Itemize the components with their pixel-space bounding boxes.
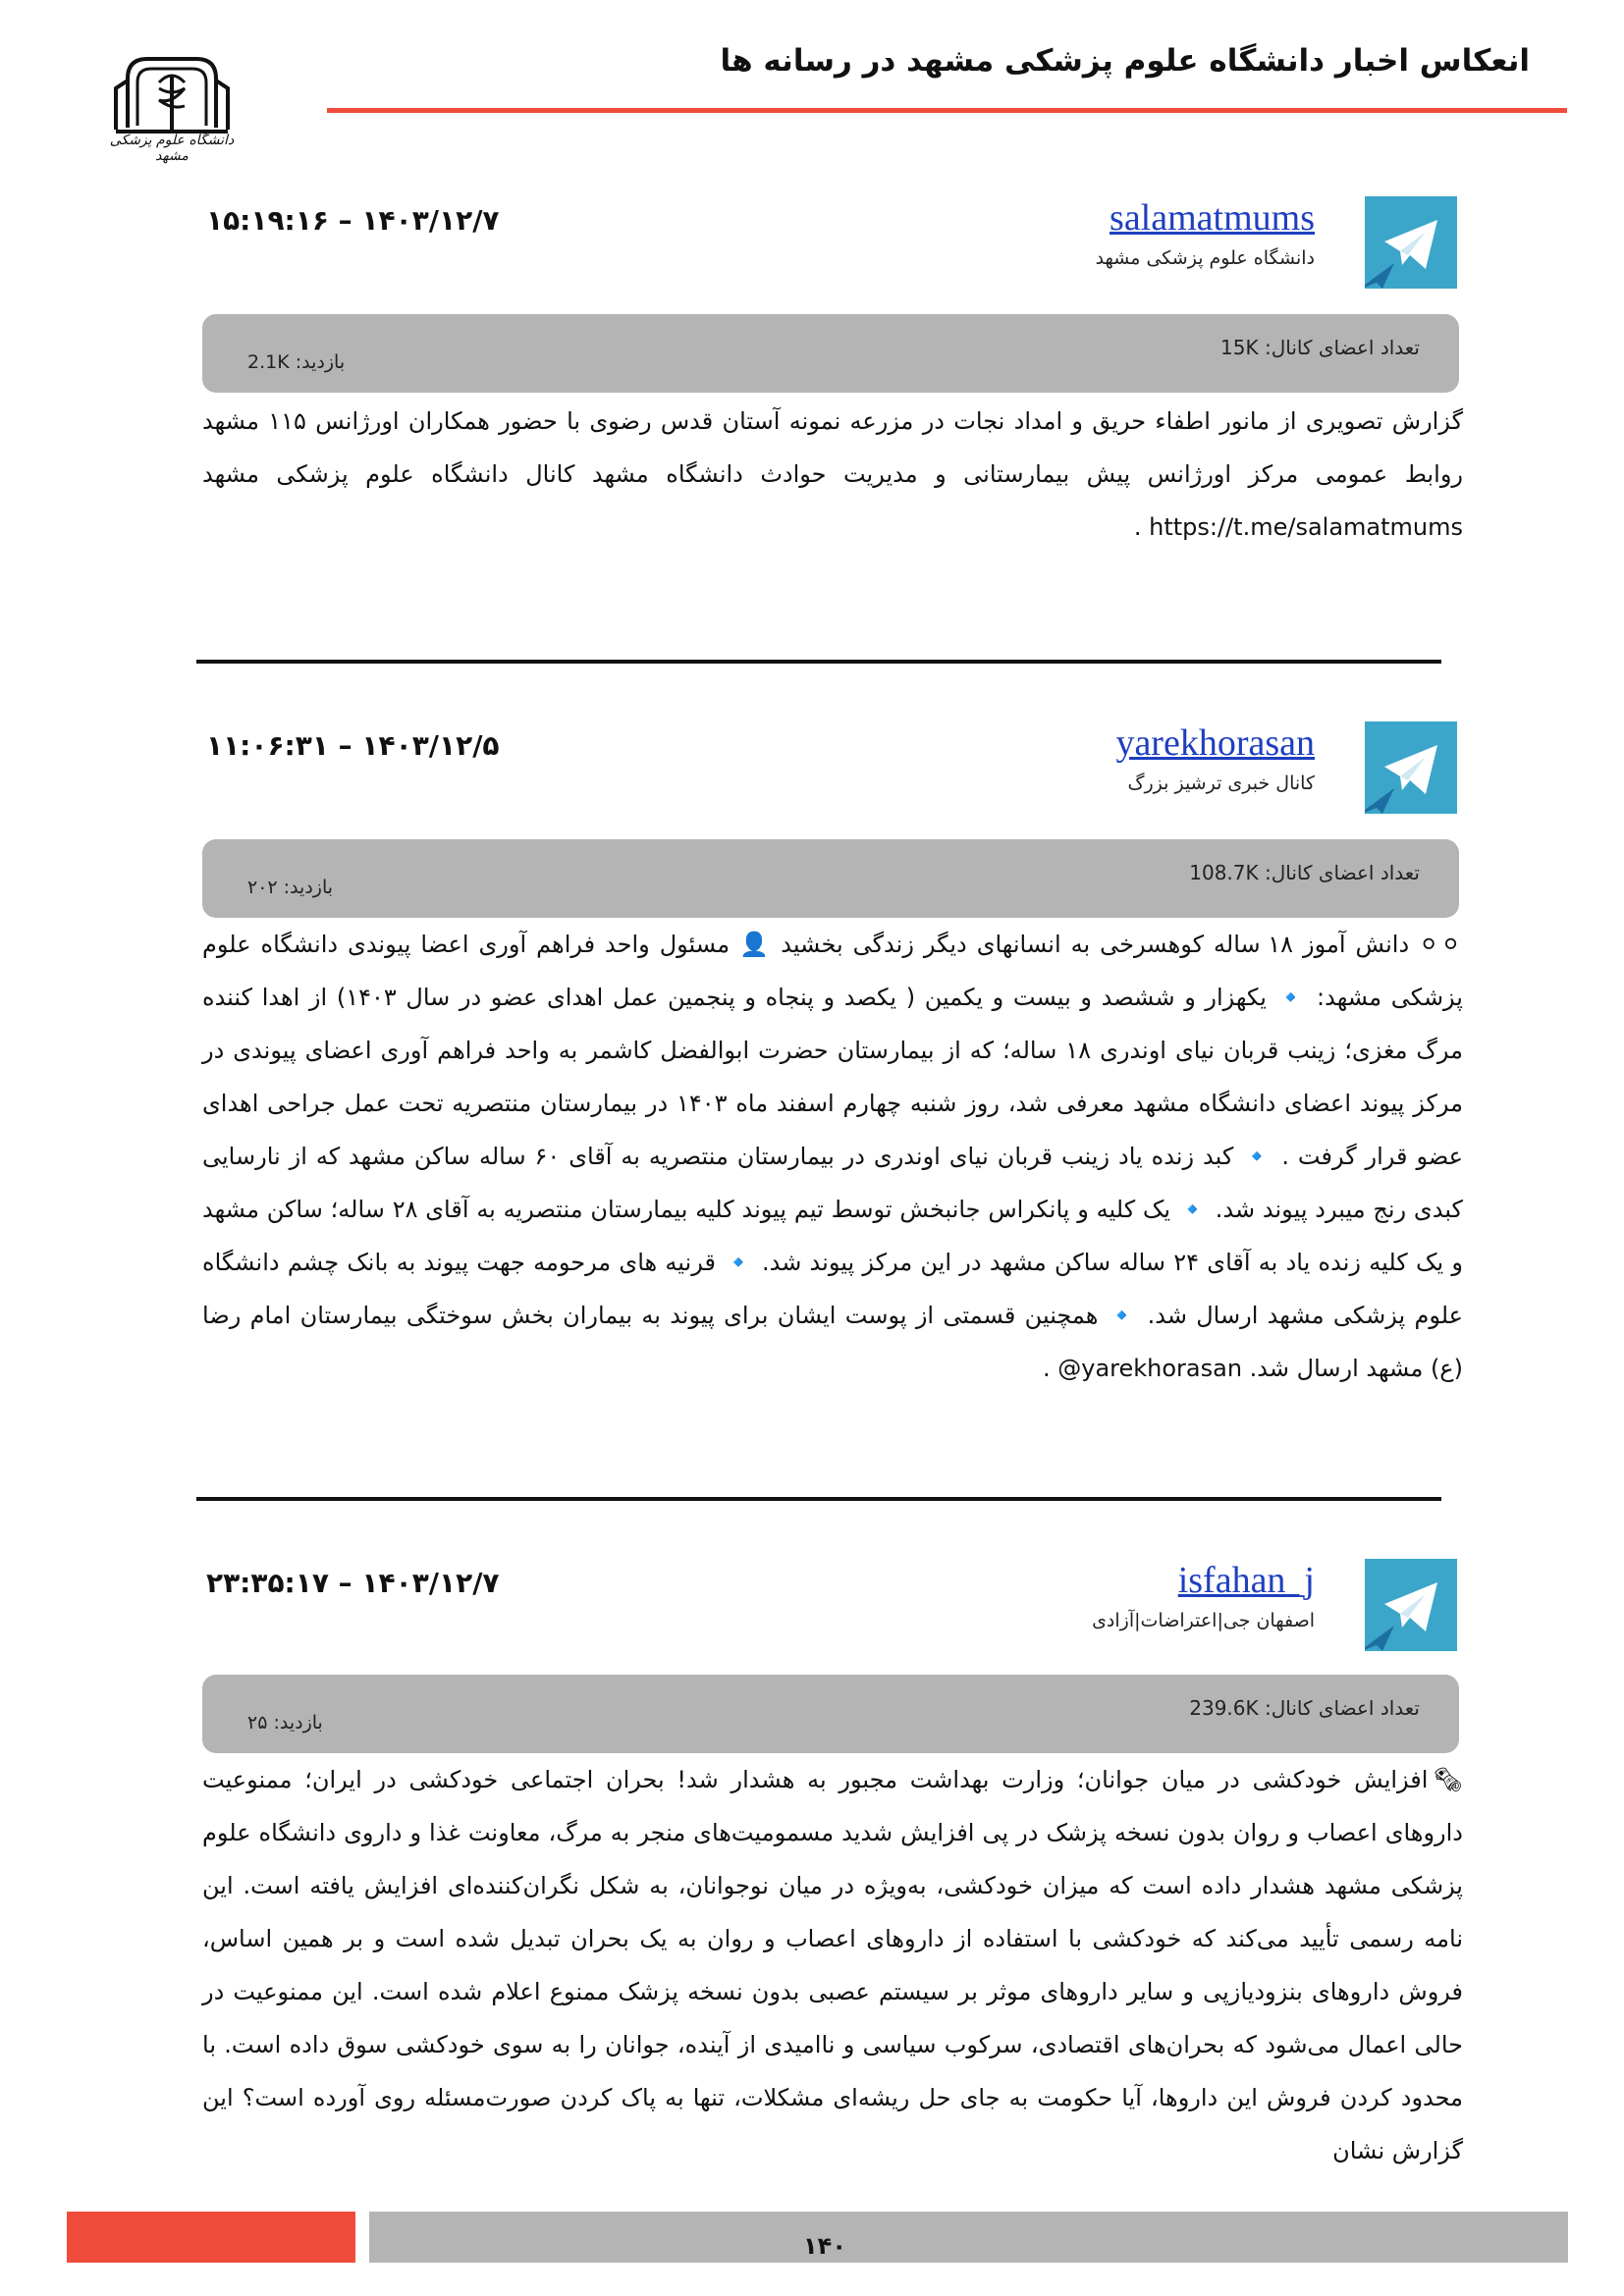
logo-caption: دانشگاه علوم پزشکی مشهد: [109, 133, 235, 164]
stats-bar: [202, 1675, 1459, 1753]
post-body: 🗞افزایش خودکشی در میان جوانان؛ وزارت بهداشت مجبور به هشدار شد! بحران اجتماعی خودکشی در ایران؛ ممنوعیت داروهای اعصاب و روان بدون نسخه پزشک در پی افزایش شدید مسمومیت‌های منجر به مرگ، معاونت غذا و داروی دانشگاه علوم پزشکی مشهد هشدار داده است که میزان خودکشی، به‌ویژه در میان نوجوانان، به شکل نگران‌کننده‌ای افزایش یافته است. این نامه رسمی تأیید می‌کند که خودکشی با استفاده از داروهای اعصاب و روان به یک بحران تبدیل شده است و بر همین اساس، فروش داروهای بنزودیازپی و سایر داروهای موثر بر سیستم عصبی بدون نسخه پزشک ممنوع اعلام شده است. این ممنوعیت در حالی اعمال می‌شود که بحران‌های اقتصادی، سرکوب سیاسی و ناامیدی از آینده، جوانان را به سوی خودکشی سوق داده است. با محدود کردن فروش این داروها، آیا حکومت به جای حل ریشه‌ای مشکلات، تنها به پاک کردن صورت‌مسئله روی آورده است؟ این گزارش نشان: [202, 1766, 1463, 2164]
telegram-icon: [1365, 196, 1459, 294]
channel-description: کانال خبری ترشیز بزرگ: [1127, 773, 1315, 794]
view-count: بازدید: ۲۰۲: [247, 877, 334, 898]
channel-link[interactable]: salamatmums: [1110, 197, 1315, 239]
channel-members: تعداد اعضای کانال: 239.6K: [1189, 1696, 1420, 1720]
telegram-icon: [1365, 1559, 1459, 1657]
stats-bar: [202, 839, 1459, 918]
post-datetime: ۱۱:۰۶:۳۱ – ۱۴۰۳/۱۲/۵: [206, 729, 500, 762]
page-number: ۱۴۰: [803, 2232, 846, 2260]
telegram-icon: [1365, 721, 1459, 820]
title-divider: [327, 108, 1567, 113]
channel-link[interactable]: yarekhorasan: [1115, 722, 1315, 764]
channel-link[interactable]: isfahan_j: [1177, 1560, 1315, 1601]
post-body: ⚪⚪ دانش آموز ۱۸ ساله کوهسرخی به انسانهای دیگر زندگی بخشید 👤 مسئول واحد فراهم آوری اعضا پیوندی دانشگاه علوم پزشکی مشهد: 🔹 یکهزار و ششصد و بیست و یکمین ( یکصد و پنجاه و پنجمین عمل اهدای عضو در سال ۱۴۰۳) از اهدا کننده مرگ مغزی؛ زینب قربان نیای اوندری ۱۸ ساله؛ که از بیمارستان حضرت ابوالفضل کاشمر به واحد فراهم آوری اعضای پیوندی در مرکز پیوند اعضای دانشگاه مشهد معرفی شد، روز شنبه چهارم اسفند ماه ۱۴۰۳ در بیمارستان منتصریه تحت عمل جراحی اهدای عضو قرار گرفت . 🔹 کبد زنده یاد زینب قربان نیای اوندری در بیمارستان منتصریه به آقای ۶۰ ساله ساکن مشهد که از نارسایی کبدی رنج میبرد پیوند شد. 🔹 یک کلیه و پانکراس جانبخش توسط تیم پیوند کلیه بیمارستان منتصریه به آقای ۲۸ ساله؛ ساکن مشهد و یک کلیه زنده یاد به آقای ۲۴ ساله ساکن مشهد در این مرکز پیوند شد. 🔹 قرنیه های مرحومه جهت پیوند به بانک چشم دانشگاه علوم پزشکی مشهد ارسال شد. 🔹 همچنین قسمتی از پوست ایشان برای پیوند به بیماران بخش سوختگی بیمارستان امام رضا (ع) مشهد ارسال شد. yarekhorasan@ .: [202, 931, 1464, 1382]
channel-members: تعداد اعضای کانال: 15K: [1220, 336, 1420, 359]
view-count: بازدید: 2.1K: [247, 351, 346, 373]
channel-members: تعداد اعضای کانال: 108.7K: [1189, 861, 1420, 884]
channel-description: اصفهان جی|اعتراضات|آزادی: [1092, 1610, 1315, 1631]
post-separator: [196, 660, 1441, 664]
page-title: انعکاس اخبار دانشگاه علوم پزشکی مشهد در رسانه ها: [720, 43, 1530, 79]
footer-accent-bar: [67, 2212, 355, 2263]
post-datetime: ۱۵:۱۹:۱۶ – ۱۴۰۳/۱۲/۷: [206, 204, 500, 237]
stats-bar: [202, 314, 1459, 393]
footer-bar: [369, 2212, 1568, 2263]
post-datetime: ۲۳:۳۵:۱۷ – ۱۴۰۳/۱۲/۷: [206, 1567, 500, 1599]
view-count: بازدید: ۲۵: [247, 1712, 323, 1734]
post-body: گزارش تصویری از مانور اطفاء حریق و امداد نجات در مزرعه نمونه آستان قدس رضوی با حضور همکاران اورژانس ۱۱۵ مشهد روابط عمومی مرکز اورژانس پیش بیمارستانی و مدیریت حوادث دانشگاه مشهد کانال دانشگاه علوم پزشکی مشهد https://t.me/salamatmums .: [202, 407, 1463, 541]
post-separator: [196, 1497, 1441, 1501]
channel-description: دانشگاه علوم پزشکی مشهد: [1095, 247, 1315, 269]
